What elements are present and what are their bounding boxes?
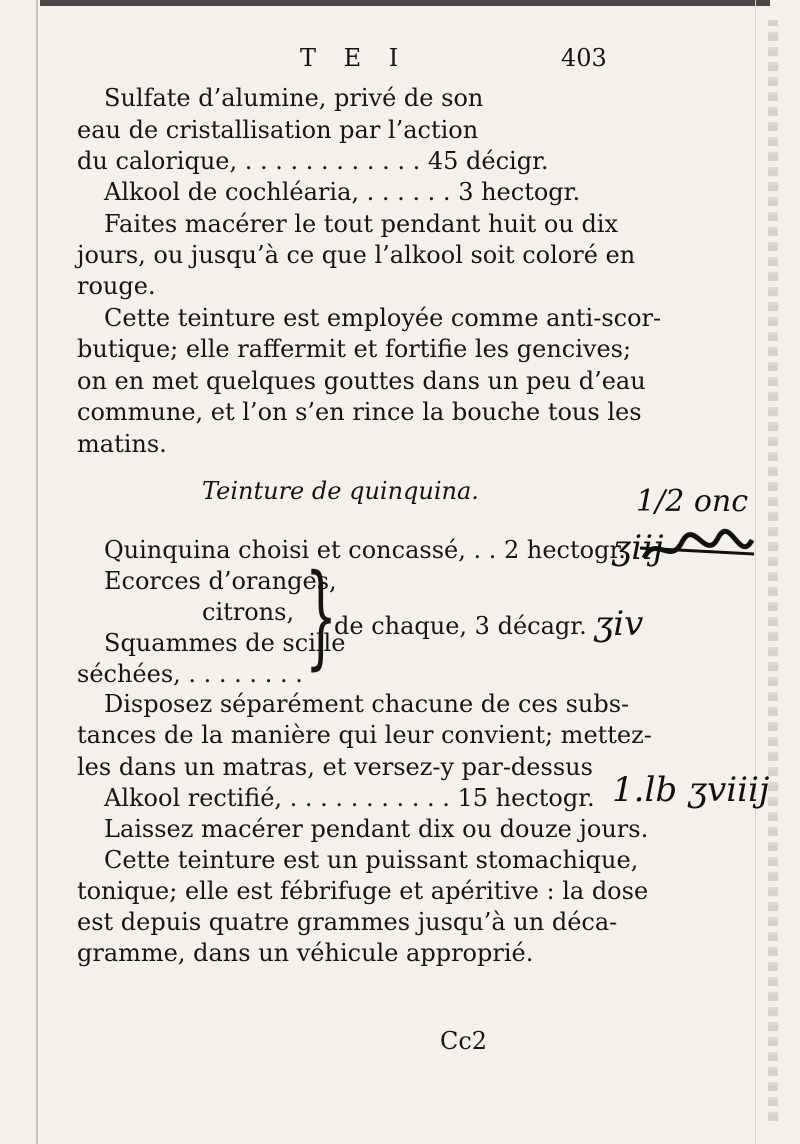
text-line: Cette teinture est employée comme anti-scor- <box>104 304 662 332</box>
text-line: matins. <box>77 430 167 458</box>
handwritten-note: ʒiv <box>594 604 644 644</box>
text-line: les dans un matras, et versez-y par-dessus <box>77 753 593 781</box>
text-line: Disposez séparément chacune de ces subs- <box>104 690 630 718</box>
ink-scribble <box>636 528 756 572</box>
recipe-line: Quinquina choisi et concassé, . . 2 hectogr. <box>104 536 626 564</box>
text-line: commune, et l’on s’en rince la bouche tous les <box>77 398 642 426</box>
recipe-line: Ecorces d’oranges, <box>104 567 337 595</box>
recipe-line: Squammes de scille <box>104 629 346 657</box>
recipe-line: citrons, <box>202 598 295 626</box>
section-title: Teinture de quinquina. <box>202 477 479 505</box>
text-line: butique; elle raffermit et fortifie les gencives; <box>77 335 632 363</box>
brace-quantity: de chaque, 3 décagr. <box>334 612 587 640</box>
curly-brace: } <box>305 551 338 681</box>
text-line: Cette teinture est un puissant stomachique, <box>104 846 639 874</box>
text-line: eau de cristallisation par l’action <box>77 116 479 144</box>
handwritten-note: ʒiij <box>612 528 664 568</box>
recipe-line: séchées, . . . . . . . . <box>77 660 303 688</box>
text-line: jours, ou jusqu’à ce que l’alkool soit coloré en <box>77 241 636 269</box>
text-line: rouge. <box>77 272 156 300</box>
scan-edge-left <box>36 0 38 1144</box>
text-line: on en met quelques gouttes dans un peu d’eau <box>77 367 646 395</box>
text-line: est depuis quatre grammes jusqu’à un déca- <box>77 908 618 936</box>
running-title: T E I <box>300 44 409 72</box>
text-line: gramme, dans un véhicule approprié. <box>77 939 534 967</box>
text-line: Faites macérer le tout pendant huit ou dix <box>104 210 619 238</box>
signature-mark: Cc2 <box>440 1027 488 1055</box>
scan-edge-right <box>768 20 778 1124</box>
text-line: tonique; elle est fébrifuge et apéritive : la dose <box>77 877 649 905</box>
handwritten-note: 1/2 onc <box>636 484 749 519</box>
scan-edge-top <box>40 0 770 6</box>
text-line: Laissez macérer pendant dix ou douze jours. <box>104 815 649 843</box>
scan-edge-right-line <box>755 0 756 1144</box>
text-line: tances de la manière qui leur convient; mettez- <box>77 721 652 749</box>
handwritten-note: 1.lb ʒviiij <box>612 770 770 810</box>
page-number: 403 <box>561 44 607 72</box>
recipe-line: Alkool rectifié, . . . . . . . . . . . 15 hectogr. <box>104 784 595 812</box>
text-line: Sulfate d’alumine, privé de son <box>104 84 484 112</box>
text-line: du calorique, . . . . . . . . . . . . 45 décigr. <box>77 147 549 175</box>
text-line: Alkool de cochléaria, . . . . . . 3 hectogr. <box>104 178 581 206</box>
